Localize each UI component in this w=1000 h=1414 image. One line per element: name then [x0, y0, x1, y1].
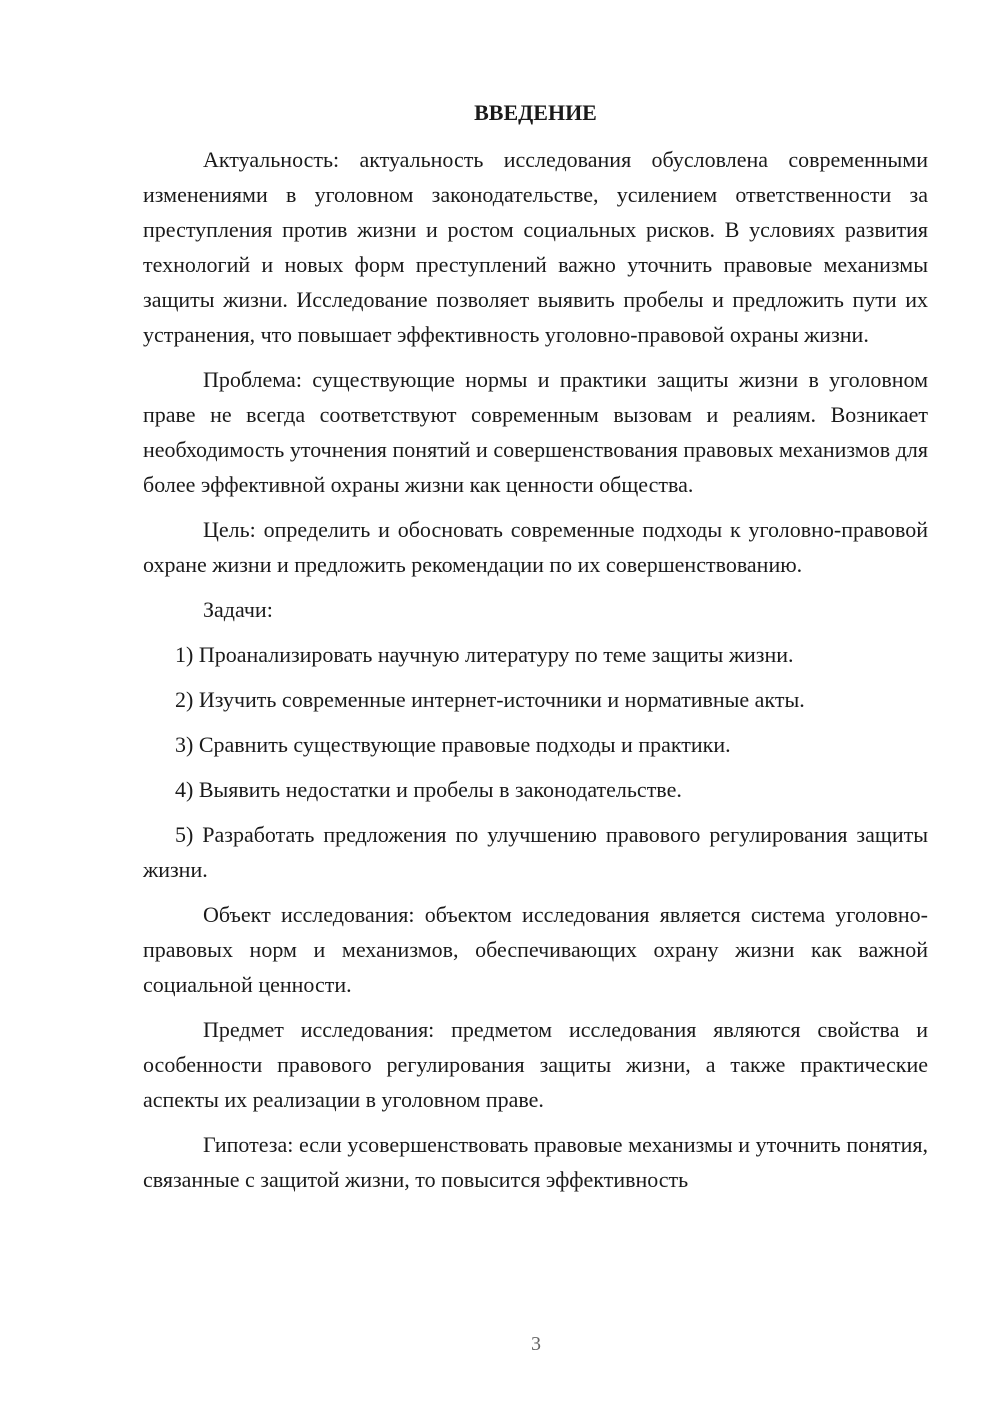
task-item-5: 5) Разработать предложения по улучшению правового регулирования защиты жизни.: [143, 822, 928, 882]
paragraph-hypothesis: Гипотеза: если усовершенствовать правовые механизмы и уточнить понятия, связанные с защитой жизни, то повысится эффективность: [143, 1132, 928, 1192]
paragraph-problem: Проблема: существующие нормы и практики защиты жизни в уголовном праве не всегда соответствуют современным вызовам и реалиям. Возникает необходимость уточнения понятий и совершенствования правовых механизмов для более эффективной охраны жизни как ценности общества.: [143, 367, 928, 497]
paragraph-relevance: Актуальность: актуальность исследования обусловлена современными изменениями в уголовном законодательстве, усилением ответственности за преступления против жизни и ростом социальных рисков. В условиях развития технологий и новых форм преступлений важно уточнить правовые механизмы защиты жизни. Исследование позволяет выявить пробелы и предложить пути их устранения, что повышает эффективность уголовно-правовой охраны жизни.: [143, 147, 928, 347]
paragraph-object: Объект исследования: объектом исследования является система уголовно-правовых норм и механизмов, обеспечивающих охрану жизни как важной социальной ценности.: [143, 902, 928, 997]
section-title: ВВЕДЕНИЕ: [474, 100, 597, 125]
page-content: [143, 95, 928, 1207]
task-item-1: 1) Проанализировать научную литературу по теме защиты жизни.: [175, 642, 794, 667]
task-item-4: 4) Выявить недостатки и пробелы в законодательстве.: [175, 777, 682, 802]
paragraph-subject: Предмет исследования: предметом исследования являются свойства и особенности правового регулирования защиты жизни, а также практические аспекты их реализации в уголовном праве.: [143, 1017, 928, 1112]
page-number: 3: [531, 1333, 541, 1355]
tasks-heading: Задачи:: [203, 597, 273, 622]
task-item-3: 3) Сравнить существующие правовые подходы и практики.: [175, 732, 731, 757]
paragraph-goal: Цель: определить и обосновать современные подходы к уголовно-правовой охране жизни и предложить рекомендации по их совершенствованию.: [143, 517, 928, 577]
task-item-2: 2) Изучить современные интернет-источники и нормативные акты.: [175, 687, 805, 712]
